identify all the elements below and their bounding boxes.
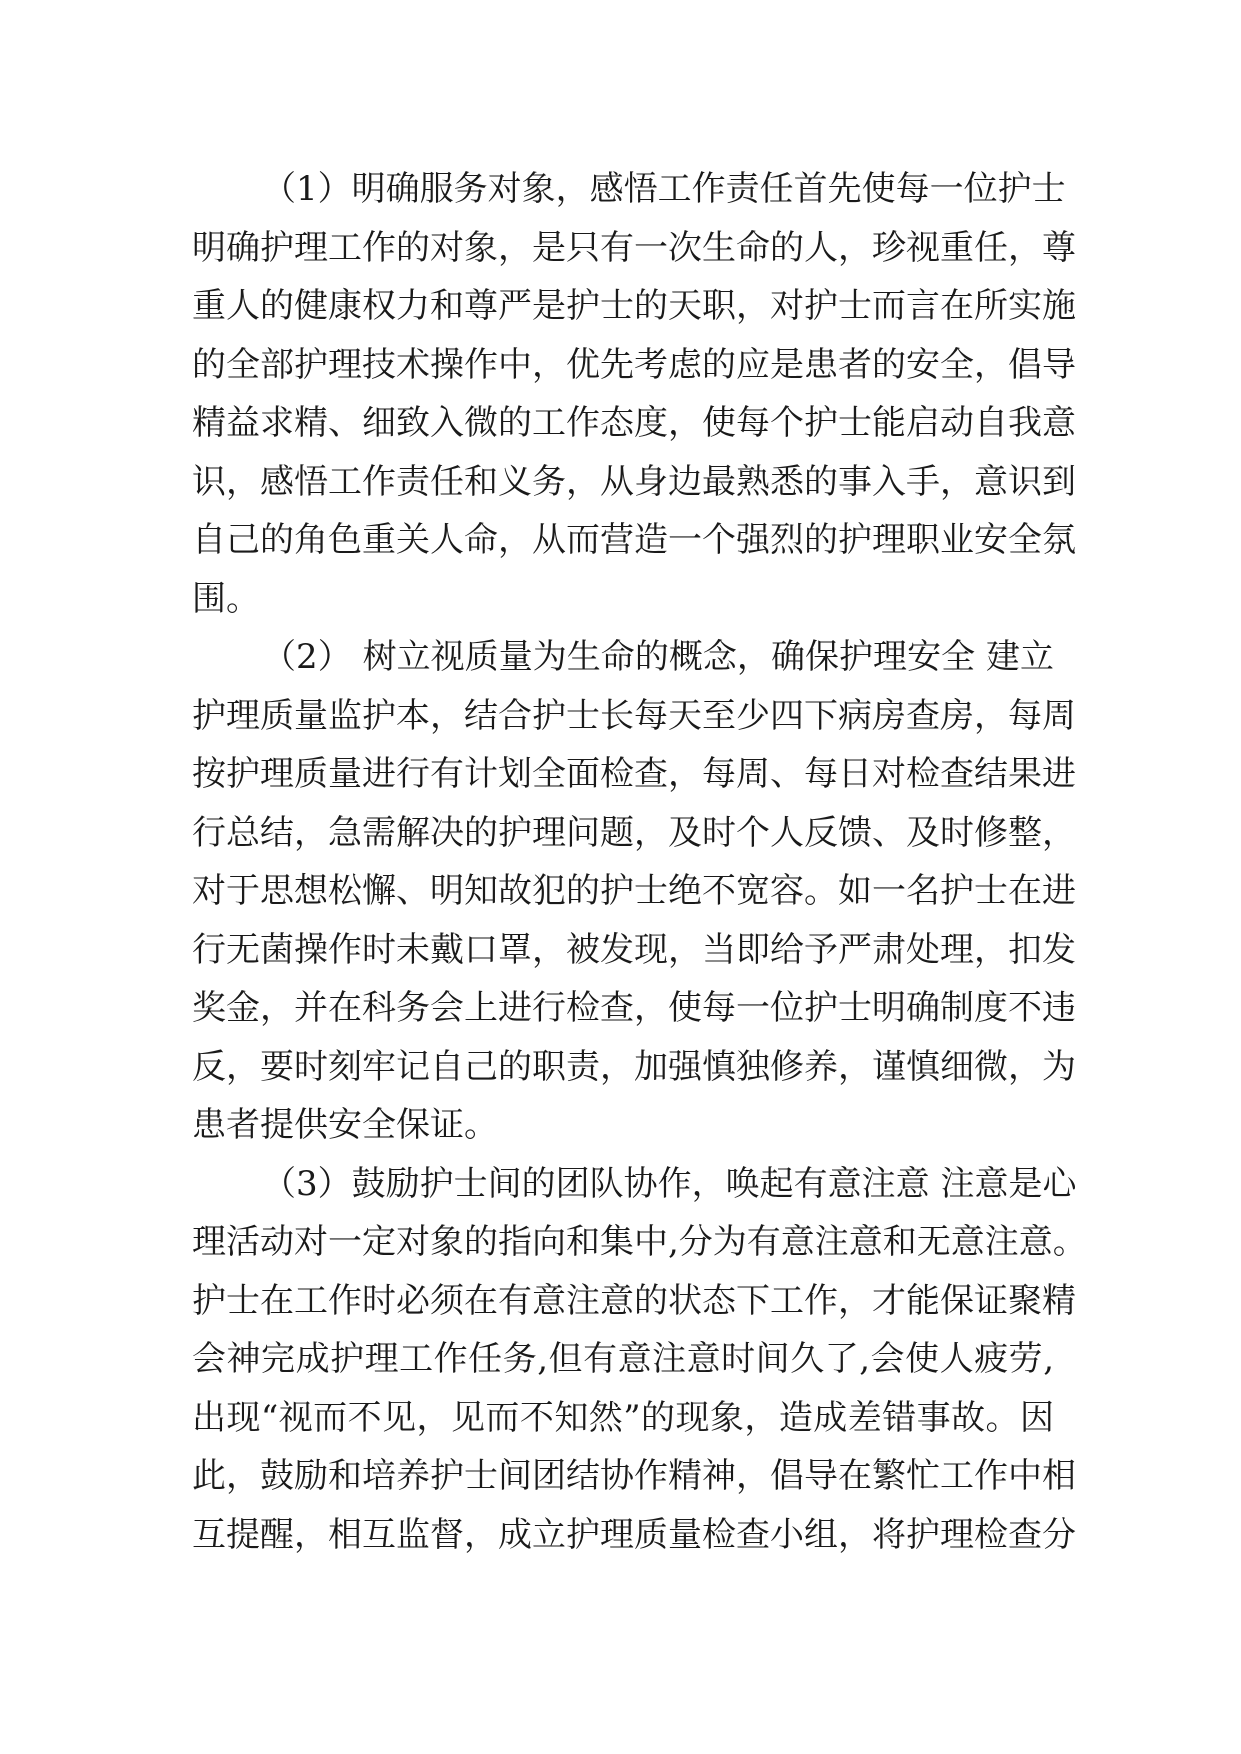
paragraph-3-line-3: 护士在工作时必须在有意注意的状态下工作，才能保证聚精 <box>192 1280 1076 1321</box>
paragraph-3-line-4: 会神完成护理工作任务,但有意注意时间久了,会使人疲劳, <box>192 1339 1054 1379</box>
paragraph-3-line-2: 理活动对一定对象的指向和集中,分为有意注意和无意注意。 <box>192 1222 1087 1262</box>
paragraph-2-line-1: （2） 树立视质量为生命的概念，确保护理安全 建立 <box>262 637 1054 677</box>
paragraph-2-line-3: 按护理质量进行有计划全面检查，每周、每日对检查结果进 <box>192 754 1076 794</box>
paragraph-1-line-8: 围。 <box>192 578 260 619</box>
paragraph-2-line-2: 护理质量监护本，结合护士长每天至少四下病房查房，每周 <box>192 695 1076 736</box>
paragraph-2-line-7: 奖金，并在科务会上进行检查，使每一位护士明确制度不违 <box>192 988 1076 1028</box>
paragraph-3-line-7: 互提醒，相互监督，成立护理质量检查小组，将护理检查分 <box>192 1514 1076 1555</box>
paragraph-1-line-2: 明确护理工作的对象，是只有一次生命的人，珍视重任，尊 <box>192 227 1076 268</box>
paragraph-1-line-6: 识，感悟工作责任和义务，从身边最熟悉的事入手，意识到 <box>192 461 1076 502</box>
paragraph-2-line-8: 反，要时刻牢记自己的职责，加强慎独修养，谨慎细微，为 <box>192 1046 1076 1087</box>
paragraph-1-line-5: 精益求精、细致入微的工作态度，使每个护士能启动自我意 <box>192 403 1076 443</box>
body-text <box>192 160 1087 1564</box>
paragraph-3-line-6: 此，鼓励和培养护士间团结协作精神，倡导在繁忙工作中相 <box>192 1456 1076 1496</box>
paragraph-1-line-4: 的全部护理技术操作中，优先考虑的应是患者的安全，倡导 <box>192 344 1076 385</box>
paragraph-2-line-6: 行无菌操作时未戴口罩，被发现，当即给予严肃处理，扣发 <box>192 929 1076 970</box>
paragraph-1-line-3: 重人的健康权力和尊严是护士的天职，对护士而言在所实施 <box>192 286 1076 326</box>
paragraph-1-line-7: 自己的角色重关人命，从而营造一个强烈的护理职业安全氛 <box>192 520 1076 560</box>
paragraph-2-line-4: 行总结，急需解决的护理问题，及时个人反馈、及时修整， <box>192 812 1076 853</box>
paragraph-3-line-1: （3）鼓励护士间的团队协作，唤起有意注意 注意是心 <box>262 1163 1077 1204</box>
paragraph-3-line-5: 出现“视而不见，见而不知然”的现象，造成差错事故。因 <box>192 1397 1054 1438</box>
paragraph-1-line-1: （1）明确服务对象，感悟工作责任首先使每一位护士 <box>262 169 1066 209</box>
paragraph-2-line-5: 对于思想松懈、明知故犯的护士绝不宽容。如一名护士在进 <box>192 871 1076 911</box>
paragraph-2-line-9: 患者提供安全保证。 <box>192 1105 498 1145</box>
